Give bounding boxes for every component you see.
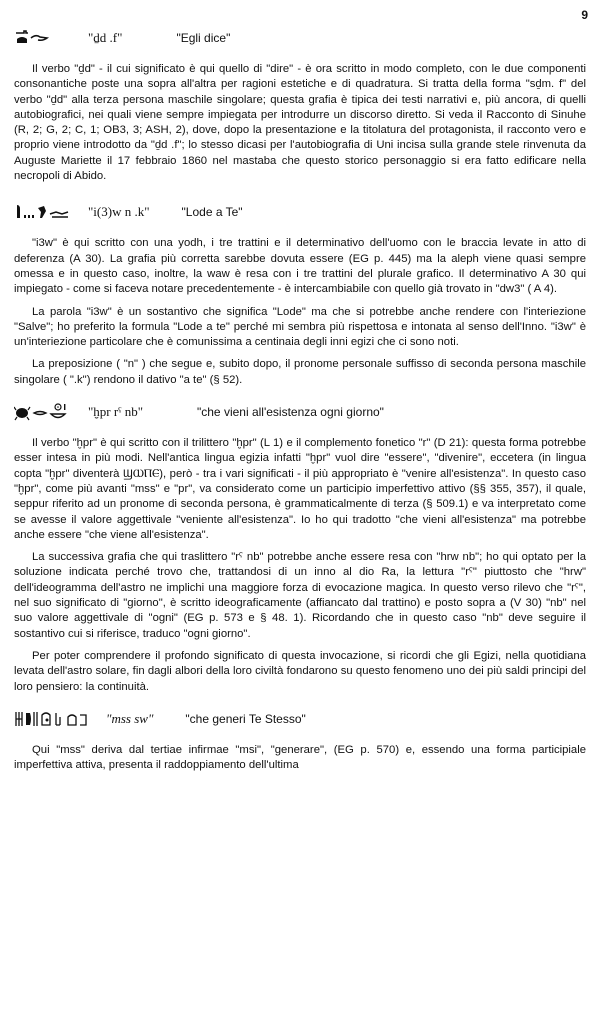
paragraph: Il verbo "ḫpr" è qui scritto con il trilittero "ḫpr" (L 1) e il complemento fonetico "r" (D 21): questa forma potrebbe esser intesa in più modi. Nell'antica lingua egizia infatti "ḫpr" vuol dire "essere", "divenire", eccetera (in lingua copta "ḫpr" diventerà ϢⲰⲠⲈ), però - tra i vari significati - il più appropriato è "venire all'esistenza". In questo caso "ḫpr", come più avanti "mss" e "pr", va considerato come un participio imperfettivo attivo (§§ 355, 357), il quale, seppur riferito ad un pronome di seconda persona, è grammaticalmente di terza (§ 509.1) e va interpretato come se avesse il valore aggettivale "veniente all'esistenza". Io ho qui tradotto "che vieni all'esistenza" ma potrebbe anche essere "che viene all'esistenza".	[14, 437, 586, 541]
translation: "che vieni all'esistenza ogni giorno"	[197, 405, 384, 420]
section-mss-sw	[14, 709, 586, 774]
hieroglyph-mss-sw-icon	[14, 709, 92, 729]
hieroglyph-i3w-nk-icon	[14, 203, 74, 221]
translation: "Egli dice"	[176, 31, 231, 45]
section-heading	[14, 709, 586, 729]
section-heading	[14, 402, 586, 422]
translation: "che generi Te Stesso"	[185, 711, 306, 726]
paragraph: La preposizione ( "n" ) che segue e, subito dopo, il pronome personale suffisso di seconda persona maschile singolare ( ".k") rendono il dativo "a te" (§ 52).	[14, 358, 586, 386]
section-hpr-ra-nb	[14, 402, 586, 695]
translation: "Lode a Te"	[181, 205, 243, 220]
transliteration: "ḏd .f"	[88, 30, 123, 45]
page-number: 9	[581, 8, 588, 22]
paragraph: Per poter comprendere il profondo significato di questa invocazione, si ricordi che gli Egizi, nella quotidiana levata dell'astro solare, fin dagli albori della loro civiltà fondarono su questo fenomeno uno dei più saldi principi del loro pensiero: la continuità.	[14, 649, 586, 693]
section-dd-f	[14, 28, 586, 184]
paragraph: La parola "i3w" è un sostantivo che significa "Lode" ma che si potrebbe anche rendere con l'interiezione "Salve"; ho preferito la formula "Lode a te" perché mi sembra più rispettosa e intonata al senso dell'Inno. "i3w" è un'interiezione particolare che è comunissima a centinaia degli inni egizi che ci sono noti.	[14, 305, 586, 349]
paragraph: Il verbo "ḏd" - il cui significato è qui quello di "dire" - è ora scritto in modo completo, con le due componenti consonantiche poste una sopra all'altra per ragioni estetiche e di quadratura. Si tratta della forma "sḏm. f" del verbo "ḏd" alla terza persona maschile singolare; questa grafia è tipica dei testi narrativi e, più ancora, di quelli autobiografici, nei quali viene sempre impiegata per introdurre un discorso diretto. Si veda il Racconto di Sinuhe (R, 2; G, 2; C, 1; OB3, 3; ASH, 2), dove, dopo la presentazione e la titolatura del protagonista, il racconto vero e proprio viene introdotto da "ḏd .f"; lo stesso dicasi per l'autobiografia di Uni incisa sulla grande stele rinvenuta da Auguste Mariette il 17 febbraio 1860 nel mastaba che questo storico personaggio si era fatto edificare nella necropoli di Abido.	[14, 63, 586, 183]
paragraph: "i3w" è qui scritto con una yodh, i tre trattini e il determinativo dell'uomo con le braccia levate in atto di deferenza (A 30). La grafia più corretta sarebbe dovuta essere (EG p. 445) ma la aleph viene quasi sempre omessa e in questo caso, inoltre, la waw è resa con i tre trattini del plurale grafico. Il determinativo A 30 qui impiegato - come si faceva notare precedentemente - è intercambiabile con quello già trovato in "dw3" ( A 4).	[14, 237, 586, 296]
transliteration: "mss sw"	[106, 710, 154, 726]
hieroglyph-hpr-ra-nb-icon	[14, 402, 74, 422]
paragraph: La successiva grafia che qui traslittero "rˁ nb" potrebbe anche essere resa con "hrw nb"; ho qui optato per la soluzione indicata perché trovo che, trattandosi di un inno al dio Ra, la lettura "rˁ" piuttosto che "hrw" dell'ideogramma dell'astro ne implichi una maggiore forza di evocazione magica. In questo verso rilevo che "rˁ", nel suo significato di "giorno", è scritto ideograficamente (affiancato dal trattino) e posto sopra a (V 30) "nb" nel suo valore aggettivale di "ogni" (EG p. 573 e § 48. 1). Ricordando che in questo caso "nb" deve seguire il sostantivo cui si riferisce, traduco "ogni giorno".	[14, 551, 586, 640]
section-heading	[14, 202, 586, 222]
transliteration: "ḫpr rˁ nb"	[88, 404, 143, 420]
paragraph: Qui "mss" deriva dal tertiae infirmae "msi", "generare", (EG p. 570) e, essendo una forma participiale imperfettiva attiva, presenta il raddoppiamento dell'ultima	[14, 743, 586, 772]
transliteration: "i(3)w n .k"	[88, 204, 150, 220]
page-content	[14, 28, 586, 787]
section-i3w-nk	[14, 202, 586, 388]
hieroglyph-dd-f-icon	[14, 29, 74, 47]
section-heading	[14, 28, 586, 48]
